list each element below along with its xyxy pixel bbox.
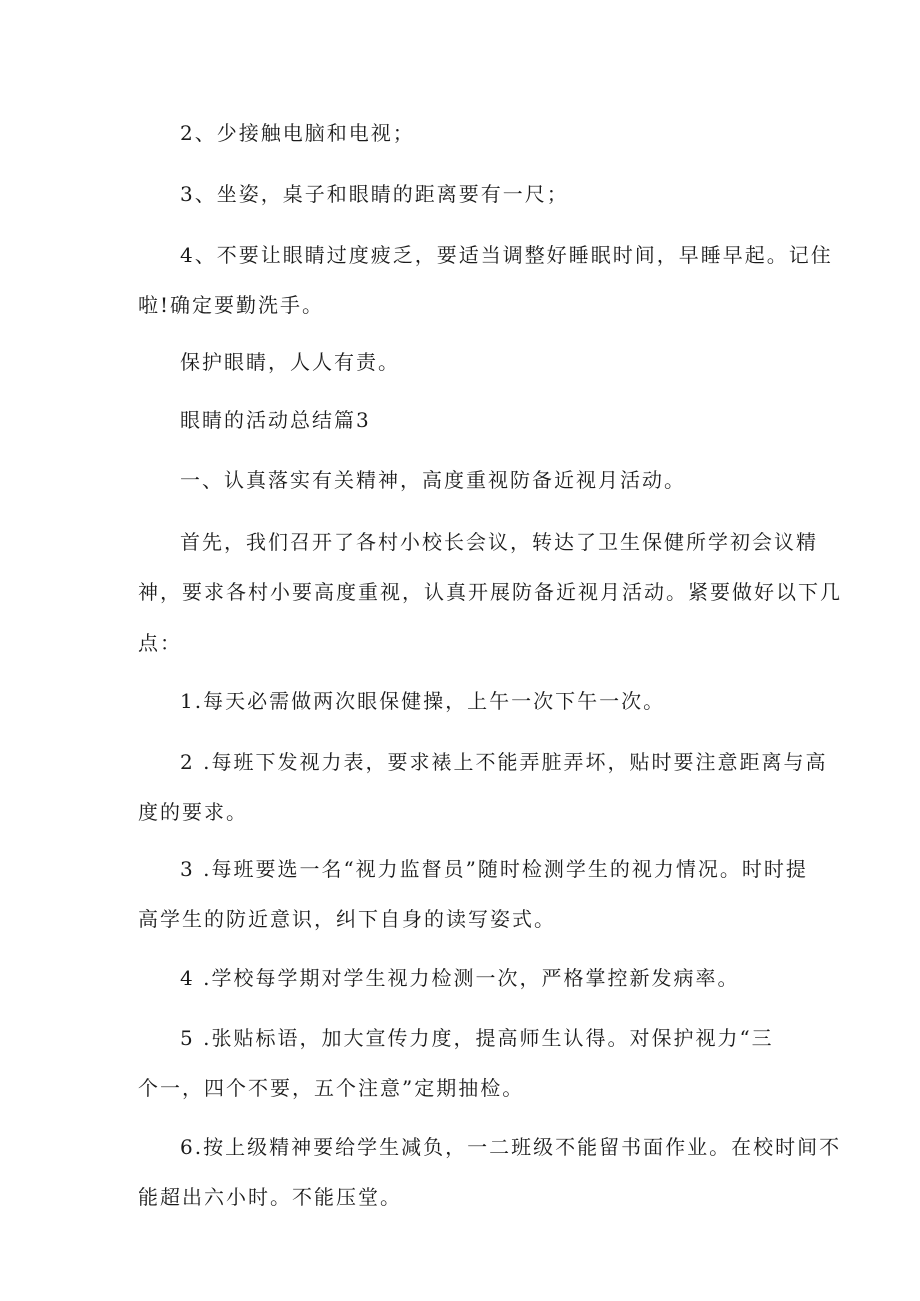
section-heading-text: 眼睛的活动总结篇3 [180,408,371,432]
paragraph-line: 4、不要让眼睛过度疲乏，要适当调整好睡眠时间，早睡早起。记住 [180,243,833,267]
paragraph-line: 啦!确定要勤洗手。 [138,293,325,317]
paragraph-line: 1.每天必需做两次眼保健操，上午一次下午一次。 [180,689,666,713]
paragraph-line: 度的要求。 [138,800,248,824]
paragraph-line: 4 .学校每学期对学生视力检测一次，严格掌控新发病率。 [180,966,740,990]
paragraph-line: 2、少接触电脑和电视； [180,121,415,145]
paragraph-line: 点： [138,631,182,655]
paragraph-line: 2 .每班下发视力表，要求裱上不能弄脏弄坏，贴时要注意距离与高 [180,750,828,774]
paragraph-line: 个一，四个不要，五个注意”定期抽检。 [138,1076,525,1100]
paragraph-line: 能超出六小时。不能压堂。 [138,1185,402,1209]
paragraph-line: 6.按上级精神要给学生减负，一二班级不能留书面作业。在校时间不 [180,1135,842,1159]
paragraph-line: 3、坐姿，桌子和眼睛的距离要有一尺； [180,182,569,206]
paragraph-line: 3 .每班要选一名“视力监督员”随时检测学生的视力情况。时时提 [180,857,808,881]
paragraph-line: 5 .张贴标语，加大宣传力度，提高师生认得。对保护视力“三 [180,1026,774,1050]
paragraph-line: 高学生的防近意识，纠下自身的读写姿式。 [138,907,556,931]
paragraph-line: 保护眼睛，人人有责。 [180,350,400,374]
paragraph-line: 神，要求各村小要高度重视，认真开展防备近视月活动。紧要做好以下几 [138,580,842,604]
subsection-heading-text: 一、认真落实有关精神，高度重视防备近视月活动。 [180,468,686,492]
paragraph-line: 首先，我们召开了各村小校长会议，转达了卫生保健所学初会议精 [180,530,818,554]
